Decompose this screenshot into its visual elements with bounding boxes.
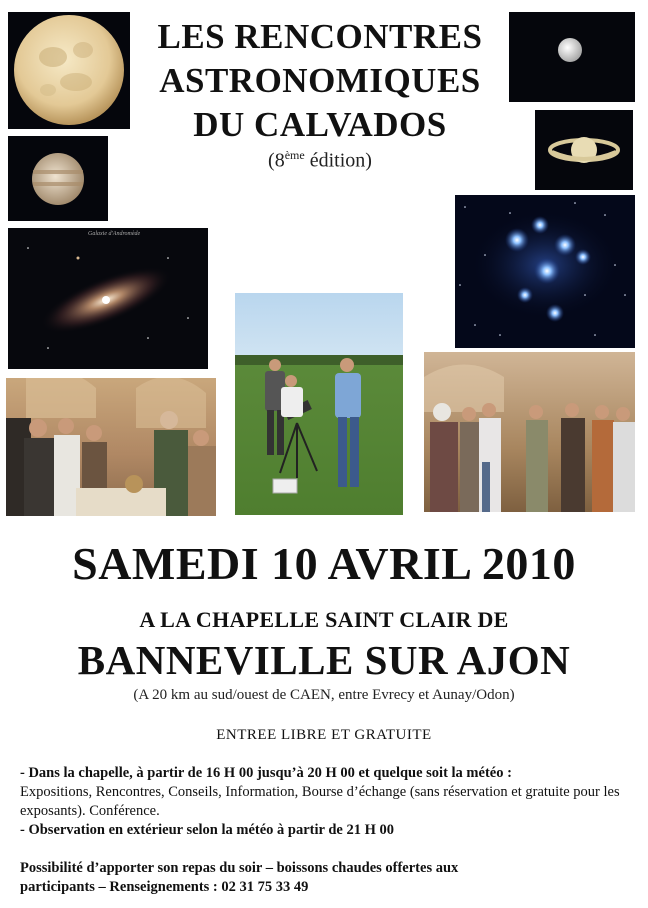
edition-label: (8ème édition)	[268, 148, 372, 172]
location-line-1: A LA CHAPELLE SAINT CLAIR DE	[139, 607, 509, 632]
detail-item-2: - Observation en extérieur selon la météo à partir de 21 H 00	[20, 822, 394, 838]
details-block	[20, 764, 635, 840]
crowd-scene	[424, 352, 635, 512]
closing-block	[20, 859, 635, 897]
entry-info: ENTREE LIBRE ET GRATUITE	[216, 727, 432, 743]
star-cluster-icon	[455, 195, 635, 348]
title-line-1: LES RENCONTRES	[157, 17, 483, 56]
andromeda-photo	[8, 228, 208, 369]
planet-photo	[509, 12, 635, 102]
indoor-scene	[6, 378, 216, 516]
telescope-scene	[235, 293, 403, 515]
pleiades-photo	[455, 195, 635, 348]
andromeda-caption: Galaxie d'Andromède	[88, 231, 141, 237]
jupiter-icon	[8, 136, 108, 221]
crowd-photo	[424, 352, 635, 512]
planet-icon	[509, 12, 635, 102]
field-photo	[235, 293, 403, 515]
exhibition-photo	[6, 378, 216, 516]
moon-photo	[8, 12, 130, 129]
jupiter-photo	[8, 136, 108, 221]
closing-line-1: Possibilité d’apporter son repas du soir – boissons chaudes offertes aux	[20, 860, 459, 876]
location-line-2: BANNEVILLE SUR AJON	[77, 637, 571, 683]
detail-item-1-heading: - Dans la chapelle, à partir de 16 H 00 jusqu’à 20 H 00 et quelque soit la météo :	[20, 765, 512, 781]
galaxy-icon	[8, 228, 208, 369]
detail-item-1-text: Expositions, Rencontres, Conseils, Information, Bourse d’échange (sans réservation et gratuite pour les exposants). Conférence.	[20, 784, 620, 819]
event-date: SAMEDI 10 AVRIL 2010	[72, 538, 576, 589]
closing-line-2: participants – Renseignements : 02 31 75 33 49	[20, 879, 309, 895]
saturn-photo	[535, 110, 633, 190]
saturn-icon	[535, 110, 633, 190]
directions-text: (A 20 km au sud/ouest de CAEN, entre Evrecy et Aunay/Odon)	[133, 687, 515, 703]
title-line-3: DU CALVADOS	[193, 105, 447, 144]
title-line-2: ASTRONOMIQUES	[159, 61, 481, 100]
moon-icon	[8, 12, 130, 129]
